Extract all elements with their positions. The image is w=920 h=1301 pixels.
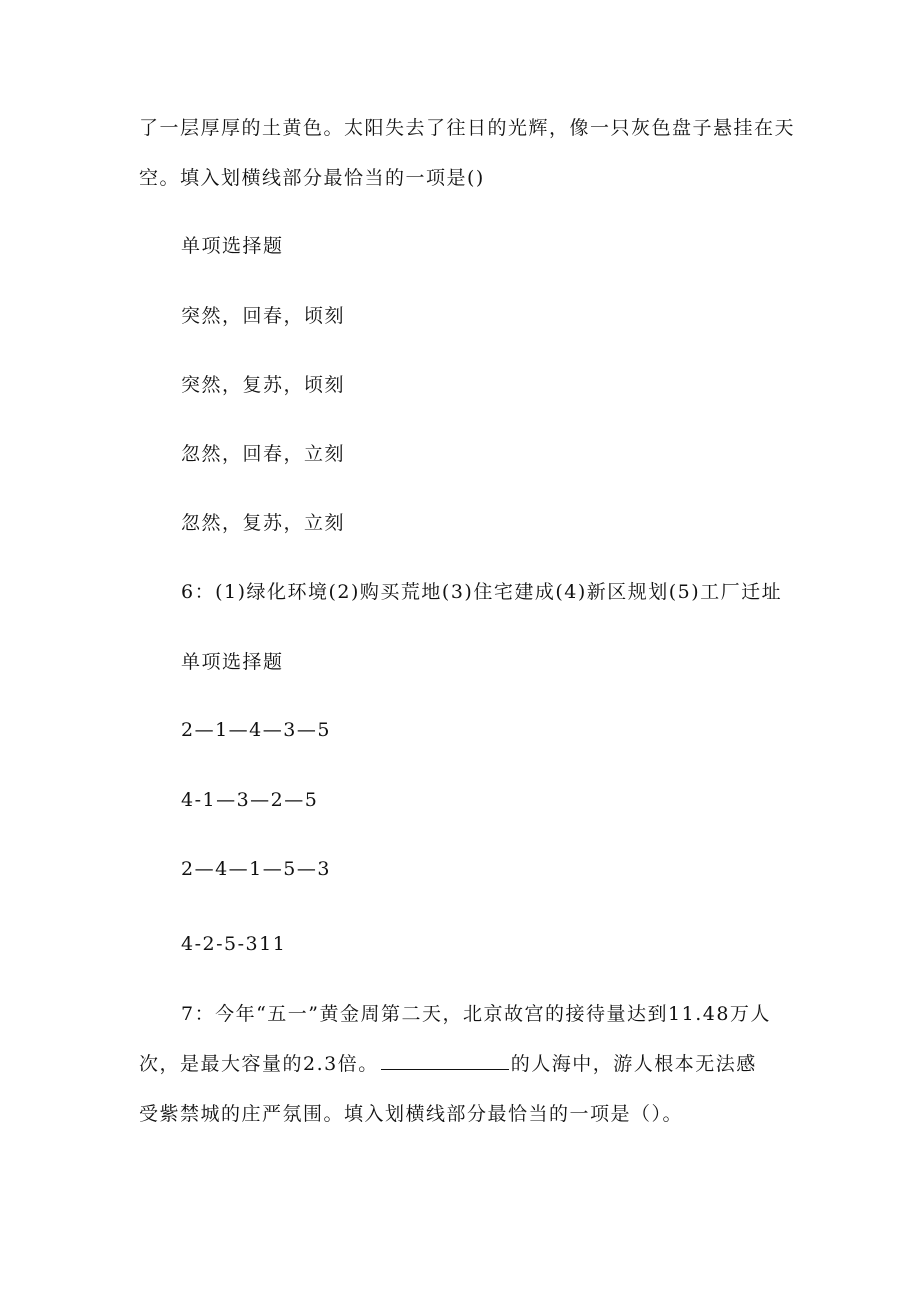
q5-option-a: 突然，回春，顷刻 xyxy=(181,305,346,327)
q7-stem-line-3: 受紫禁城的庄严氛围。填入划横线部分最恰当的一项是（）。 xyxy=(139,1103,684,1125)
q5-option-c: 忽然，回春，立刻 xyxy=(181,443,346,465)
q6-option-c: 2—4—1—5—3 xyxy=(181,858,331,880)
q7-stem-line-2-before: 次，是最大容量的2.3倍。 xyxy=(139,1053,379,1075)
q7-stem-line-2 xyxy=(139,1051,757,1076)
q7-stem-line-1: 7：今年“五一”黄金周第二天，北京故宫的接待量达到11.48万人 xyxy=(181,1003,771,1025)
q6-stem: 6：(1)绿化环境(2)购买荒地(3)住宅建成(4)新区规划(5)工厂迁址 xyxy=(181,581,783,603)
q5-stem-line-2: 空。填入划横线部分最恰当的一项是() xyxy=(139,167,485,189)
q6-option-b: 4-1—3—2—5 xyxy=(181,789,319,811)
q5-stem-line-1: 了一层厚厚的土黄色。太阳失去了往日的光辉，像一只灰色盘子悬挂在天 xyxy=(139,117,796,139)
q6-question-type: 单项选择题 xyxy=(181,651,284,673)
q5-question-type: 单项选择题 xyxy=(181,235,284,257)
q5-option-d: 忽然，复苏，立刻 xyxy=(181,512,346,534)
q5-option-b: 突然，复苏，顷刻 xyxy=(181,374,346,396)
q6-option-d: 4-2-5-311 xyxy=(181,933,287,955)
q6-option-a: 2—1—4—3—5 xyxy=(181,719,331,741)
q7-stem-line-2-after: 的人海中，游人根本无法感 xyxy=(510,1053,757,1075)
q7-fill-blank xyxy=(381,1051,509,1070)
